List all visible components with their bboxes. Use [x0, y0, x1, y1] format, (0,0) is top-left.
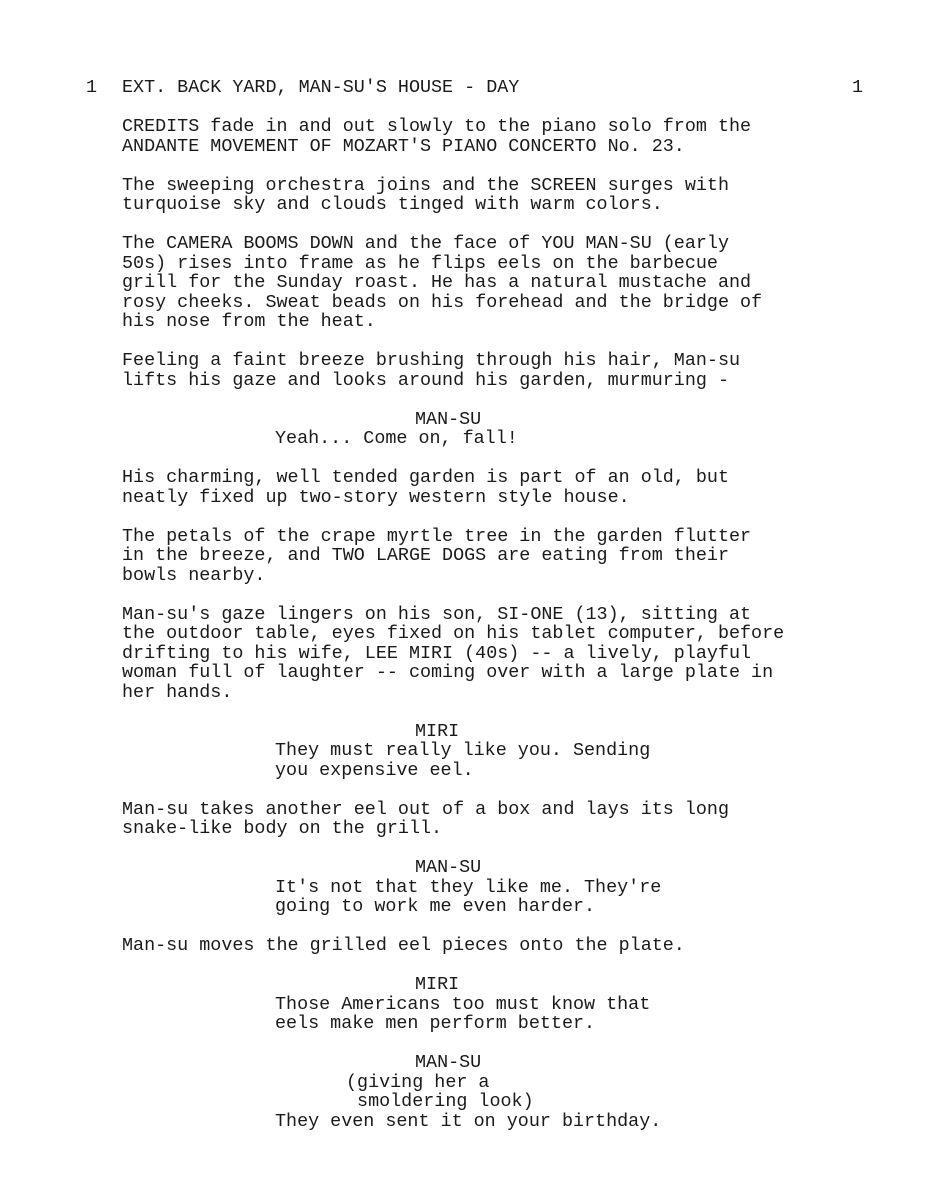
dialogue-line: Yeah... Come on, fall!	[275, 428, 518, 449]
scene-heading-text: EXT. BACK YARD, MAN-SU'S HOUSE - DAY	[122, 77, 520, 98]
character-name: MAN-SU	[415, 408, 482, 430]
action-paragraph: The CAMERA BOOMS DOWN and the face of YOU MAN-SU (early 50s) rises into frame as he flips eels on the barbecue grill for the Sunday roast. He has a natural mustache and rosy cheeks. Sweat beads on his forehead and the bridge of his nose from the heat.	[122, 233, 763, 332]
character-name: MAN-SU	[415, 1052, 482, 1073]
character-name: MIRI	[415, 974, 460, 995]
action-paragraph: Feeling a faint breeze brushing through his hair, Man-su lifts his gaze and looks around his garden, murmuring -	[122, 350, 741, 391]
dialogue-block	[122, 410, 842, 449]
action-paragraph: CREDITS fade in and out slowly to the piano solo from the ANDANTE MOVEMENT OF MOZART'S PIANO CONCERTO No. 23.	[122, 116, 752, 157]
action-paragraph: Man-su moves the grilled eel pieces onto the plate.	[122, 935, 685, 956]
action-paragraph: The petals of the crape myrtle tree in the garden flutter in the breeze, and TWO LARGE DOGS are eating from their bowls nearby.	[122, 525, 752, 586]
dialogue-line: Those Americans too must know that eels make men perform better.	[275, 993, 651, 1034]
dialogue-block	[122, 722, 842, 781]
dialogue-block	[122, 1053, 842, 1131]
dialogue-line: They must really like you. Sending you expensive eel.	[275, 740, 651, 781]
action-paragraph: Man-su's gaze lingers on his son, SI-ONE (13), sitting at the outdoor table, eyes fixed on his tablet computer, before drifting to his wife, LEE MIRI (40s) -- a lively, playful woman full of laughter -- coming over with a large plate in her hands.	[122, 603, 785, 703]
action-paragraph: Man-su takes another eel out of a box and lays its long snake-like body on the grill.	[122, 798, 729, 839]
parenthetical: (giving her a smoldering look)	[346, 1071, 534, 1112]
scene-number-right: 1	[852, 77, 864, 98]
dialogue-line: They even sent it on your birthday.	[275, 1110, 662, 1132]
dialogue-line: It's not that they like me. They're going to work me even harder.	[275, 876, 662, 917]
scene-number-left: 1	[86, 77, 98, 98]
character-name: MAN-SU	[415, 857, 482, 878]
action-paragraph: The sweeping orchestra joins and the SCREEN surges with turquoise sky and clouds tinged with warm colors.	[122, 174, 729, 215]
dialogue-block	[122, 975, 842, 1034]
action-paragraph: His charming, well tended garden is part of an old, but neatly fixed up two-story western style house.	[122, 467, 729, 508]
character-name: MIRI	[415, 720, 460, 742]
dialogue-block	[122, 858, 842, 917]
script-body	[122, 117, 842, 1151]
scene-heading	[0, 78, 930, 98]
